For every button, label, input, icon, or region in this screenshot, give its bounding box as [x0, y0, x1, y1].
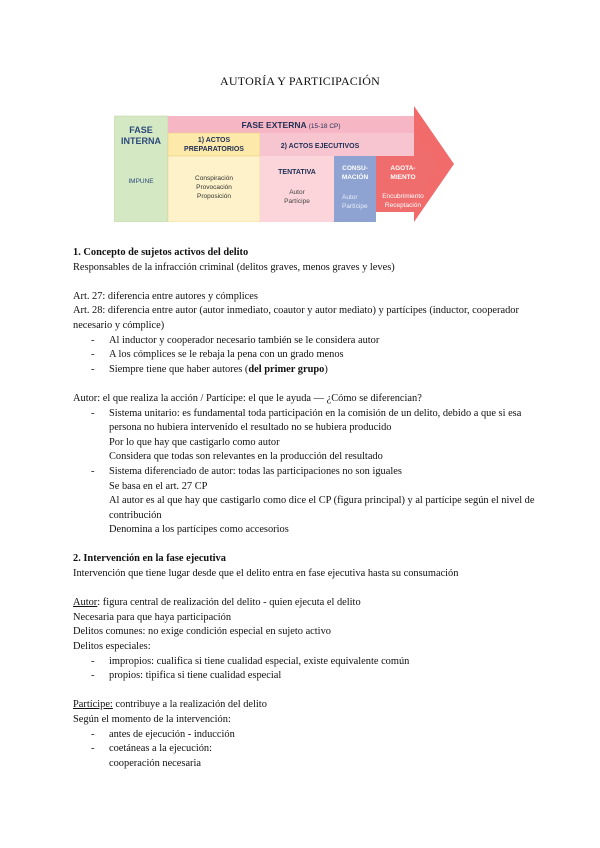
list-continuation: Al autor es al que hay que castigarlo como dice el CP (figura principal) y al partícipe según el nivel de contribución [109, 495, 535, 521]
actos-preparatorios-label-1: 1) ACTOS [197, 137, 231, 144]
paragraph: Responsables de la infracción criminal (delitos graves, menos graves y leves) [73, 261, 395, 273]
section-2-heading: 2. Intervención en la fase ejecutiva [73, 553, 226, 565]
dash-list [73, 407, 553, 436]
list-item: - A los cómplices se le rebaja la pena con un grado menos [73, 348, 553, 363]
paragraph: Intervención que tiene lugar desde que el delito entra en fase ejecutiva hasta su consumación [73, 568, 459, 580]
list-item: - Siempre tiene que haber autores (del primer grupo) [73, 363, 553, 378]
dash-list [73, 728, 553, 757]
tentativa-item: Partícipe [284, 198, 310, 205]
actos-ejecutivos-label: 2) ACTOS EJECUTIVOS [280, 143, 360, 150]
paragraph: Art. 27: diferencia entre autores y cómplices [73, 290, 258, 302]
list-item: - Al inductor y cooperador necesario también se le considera autor [73, 334, 553, 349]
paragraph: Partícipe: contribuye a la realización del delito [73, 699, 267, 711]
agotamiento-item: Encubrimiento [382, 193, 424, 200]
section-1-heading: 1. Concepto de sujetos activos del delito [73, 247, 249, 258]
list-continuation: Por lo que hay que castigarlo como autor [109, 436, 280, 448]
dash-list [73, 465, 553, 480]
paragraph: Necesaria para que haya participación [73, 611, 232, 623]
list-item: - Sistema diferenciado de autor: todas las participaciones no son iguales [73, 465, 553, 480]
impune-label: IMPUNE [128, 178, 154, 185]
prep-item: Provocación [196, 184, 232, 191]
consumacion-item: Autor [342, 194, 358, 201]
consumacion-label-2: MACIÓN [341, 174, 369, 181]
prep-item: Conspiración [195, 175, 233, 182]
consumacion-item: Partícipe [342, 203, 368, 210]
actos-preparatorios-label-2: PREPARATORIOS [184, 146, 244, 153]
list-item: - impropios: cualifica si tiene cualidad especial, existe equivalente común [73, 655, 553, 670]
paragraph: Delitos especiales: [73, 641, 151, 653]
fase-interna-label-1: FASE [129, 125, 153, 135]
list-continuation: Considera que todas son relevantes en la producción del resultado [109, 451, 383, 463]
list-item: - coetáneas a la ejecución: [73, 742, 553, 757]
prep-item: Proposición [197, 193, 231, 200]
agotamiento-label-2: MIENTO [390, 174, 416, 181]
list-item: - Sistema unitario: es fundamental toda participación en la comisión de un delito, debido a que si esa persona no hubiera intervenido el resultado no se hubiera producido [73, 407, 553, 436]
tentativa-label: TENTATIVA [278, 169, 316, 176]
phases-diagram [114, 106, 454, 222]
paragraph: Según el momento de la intervención: [73, 714, 231, 725]
agotamiento-item: Receptación [384, 202, 422, 209]
agotamiento-label-1: AGOTA- [390, 165, 416, 172]
list-continuation: cooperación necesaria [109, 757, 202, 769]
list-item: - propios: tipifica si tiene cualidad especial [73, 669, 553, 684]
paragraph: Art. 28: diferencia entre autor (autor inmediato, coautor y autor mediato) y partícipes (inductor, cooperador necesario y cómplice) [73, 305, 519, 331]
list-item: - antes de ejecución - inducción [73, 728, 553, 743]
dash-list [73, 334, 553, 378]
tentativa-item: Autor [289, 189, 305, 196]
paragraph: Delitos comunes: no exige condición especial en sujeto activo [73, 626, 331, 638]
paragraph: Autor: el que realiza la acción / Partícipe: el que le ayuda — ¿Cómo se diferencian? [73, 392, 422, 404]
consumacion-label-1: CONSU- [342, 165, 368, 172]
fase-interna-label-2: INTERNA [121, 136, 161, 146]
document-body [73, 246, 553, 771]
paragraph: Autor: figura central de realización del delito - quien ejecuta el delito [73, 597, 361, 609]
dash-list [73, 655, 553, 684]
list-continuation: Se basa en el art. 27 CP [109, 480, 208, 492]
list-continuation: Denomina a los partícipes como accesorios [109, 524, 289, 536]
fase-externa-label: FASE EXTERNA (15-18 CP) [241, 120, 341, 130]
document-title: AUTORÍA Y PARTICIPACIÓN [220, 74, 380, 88]
